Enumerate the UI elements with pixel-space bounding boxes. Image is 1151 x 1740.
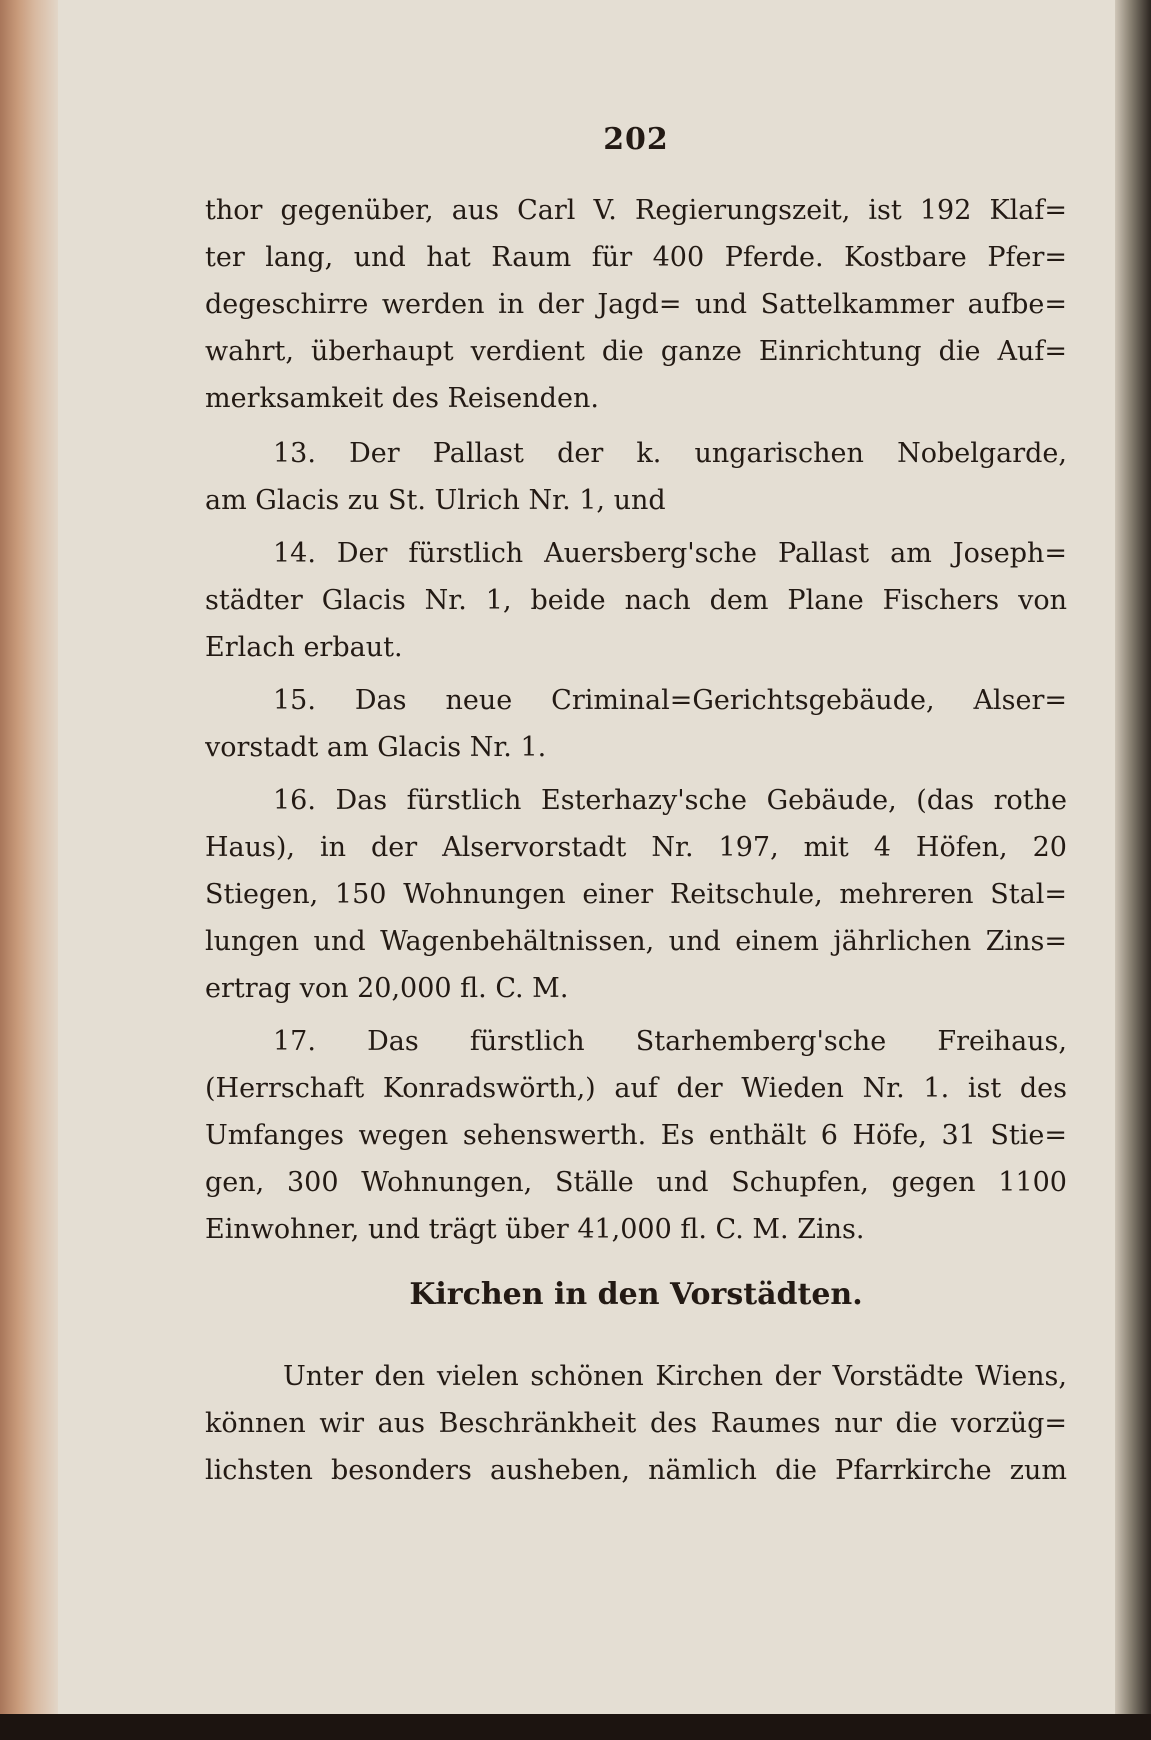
text-line: wahrt, überhaupt verdient die ganze Einrichtung die Auf= xyxy=(205,336,1067,367)
text-line: 15. Das neue Criminal=Gerichtsgebäude, Alser= xyxy=(273,685,1067,716)
text-line: Stiegen, 150 Wohnungen einer Reitschule, mehreren Stal= xyxy=(205,879,1067,910)
text-line: Erlach erbaut. xyxy=(205,632,403,663)
text-line: am Glacis zu St. Ulrich Nr. 1, und xyxy=(205,485,666,516)
text-line: gen, 300 Wohnungen, Ställe und Schupfen, gegen 1100 xyxy=(205,1167,1067,1198)
text-line: 16. Das fürstlich Esterhazy'sche Gebäude, (das rothe xyxy=(273,785,1067,816)
text-line: merksamkeit des Reisenden. xyxy=(205,383,599,414)
text-line: 14. Der fürstlich Auersberg'sche Pallast am Joseph= xyxy=(273,538,1067,569)
text-line: städter Glacis Nr. 1, beide nach dem Plane Fischers von xyxy=(205,585,1067,616)
section-heading: Kirchen in den Vorstädten. xyxy=(409,1277,863,1312)
text-line: Unter den vielen schönen Kirchen der Vorstädte Wiens, xyxy=(283,1361,1067,1392)
page-gutter-shadow xyxy=(0,0,58,1740)
text-line: lichsten besonders ausheben, nämlich die Pfarrkirche zum xyxy=(205,1455,1067,1486)
text-line: ter lang, und hat Raum für 400 Pferde. Kostbare Pfer= xyxy=(205,242,1067,273)
page-edge-shadow xyxy=(1115,0,1151,1740)
text-line: vorstadt am Glacis Nr. 1. xyxy=(205,732,547,763)
text-line: können wir aus Beschränkheit des Raumes nur die vorzüg= xyxy=(205,1408,1067,1439)
page-number: 202 xyxy=(603,122,669,157)
text-line: Einwohner, und trägt über 41,000 fl. C. M. Zins. xyxy=(205,1214,865,1245)
text-line: 17. Das fürstlich Starhemberg'sche Freihaus, xyxy=(273,1026,1067,1057)
text-line: Umfanges wegen sehenswerth. Es enthält 6 Höfe, 31 Stie= xyxy=(205,1120,1067,1151)
text-line: (Herrschaft Konradswörth,) auf der Wieden Nr. 1. ist des xyxy=(205,1073,1067,1104)
text-line: degeschirre werden in der Jagd= und Sattelkammer aufbe= xyxy=(205,289,1067,320)
scan-background xyxy=(0,1714,1151,1740)
text-line: thor gegenüber, aus Carl V. Regierungszeit, ist 192 Klaf= xyxy=(205,195,1067,226)
text-line: 13. Der Pallast der k. ungarischen Nobelgarde, xyxy=(273,438,1067,469)
text-line: lungen und Wagenbehältnissen, und einem jährlichen Zins= xyxy=(205,926,1067,957)
text-line: Haus), in der Alservorstadt Nr. 197, mit 4 Höfen, 20 xyxy=(205,832,1067,863)
text-line: ertrag von 20,000 fl. C. M. xyxy=(205,973,569,1004)
